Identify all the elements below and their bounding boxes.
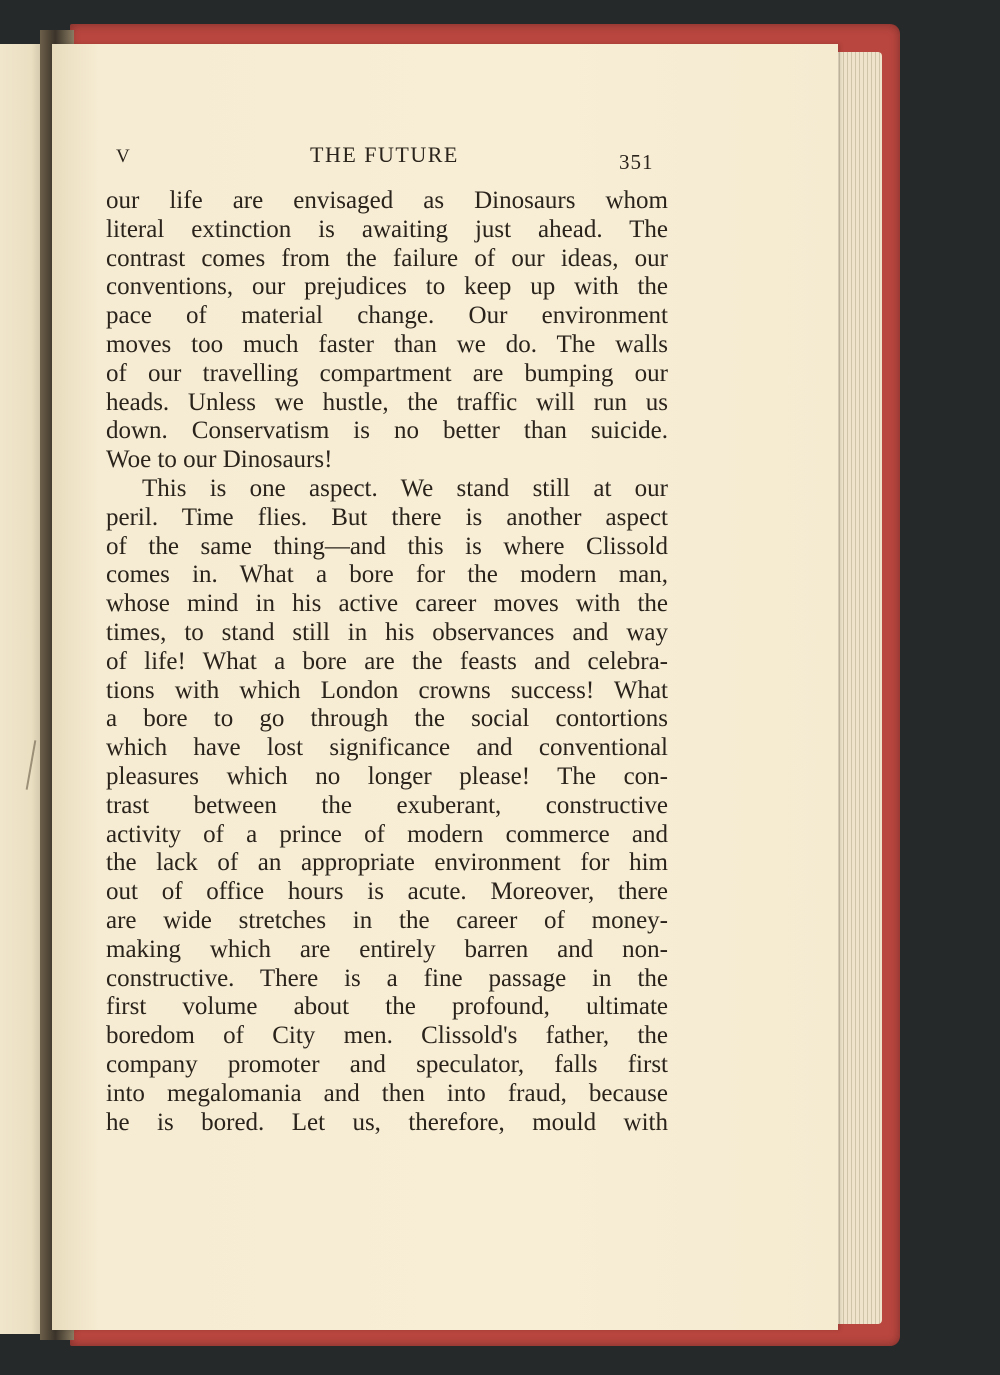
text-line: he is bored. Let us, therefore, mould with (106, 1108, 668, 1136)
text-line: our life are envisaged as Dinosaurs whom (106, 187, 668, 214)
text-line: making which are entirely barren and non- (106, 935, 668, 963)
text-line: out of office hours is acute. Moreover, there (106, 878, 668, 906)
text-line: tions with which London crowns success! What (106, 676, 668, 704)
page-number: 351 (619, 150, 654, 174)
running-head (116, 140, 676, 180)
text-line: first volume about the profound, ultimate (106, 993, 668, 1021)
text-line: contrast comes from the failure of our ideas, our (106, 244, 668, 272)
body-text (106, 187, 668, 1137)
text-line: company promoter and speculator, falls first (106, 1050, 668, 1078)
text-line: constructive. There is a fine passage in the (106, 964, 668, 992)
text-line: boredom of City men. Clissold's father, the (106, 1022, 668, 1050)
text-line: Woe to our Dinosaurs! (106, 446, 333, 474)
text-line: into megalomania and then into fraud, because (106, 1079, 668, 1107)
text-line: moves too much faster than we do. The walls (106, 330, 668, 358)
text-line: whose mind in his active career moves with the (106, 590, 668, 618)
text-line: down. Conservatism is no better than suicide. (106, 417, 668, 445)
chapter-title: THE FUTURE (310, 142, 459, 167)
text-line: times, to stand still in his observances and way (106, 618, 668, 646)
text-line: of life! What a bore are the feasts and celebra- (106, 647, 668, 675)
text-line: pace of material change. Our environment (106, 302, 668, 330)
text-line: heads. Unless we hustle, the traffic will run us (106, 388, 668, 416)
text-line: activity of a prince of modern commerce and (106, 820, 668, 848)
text-line: of the same thing—and this is where Clissold (106, 532, 668, 560)
text-line: comes in. What a bore for the modern man, (106, 561, 668, 589)
text-line: This is one aspect. We stand still at our (142, 474, 668, 502)
text-line: which have lost significance and conventional (106, 734, 668, 762)
text-line: pleasures which no longer please! The con- (106, 762, 668, 790)
chapter-number: V (116, 146, 131, 167)
text-line: the lack of an appropriate environment for him (106, 849, 668, 877)
text-line: trast between the exuberant, constructive (106, 791, 668, 819)
text-line: are wide stretches in the career of money- (106, 906, 668, 934)
text-line: literal extinction is awaiting just ahead. The (106, 215, 668, 243)
text-line: of our travelling compartment are bumping our (106, 359, 668, 387)
text-line: a bore to go through the social contortions (106, 705, 668, 733)
text-line: peril. Time flies. But there is another aspect (106, 503, 668, 531)
text-line: conventions, our prejudices to keep up with the (106, 273, 668, 301)
